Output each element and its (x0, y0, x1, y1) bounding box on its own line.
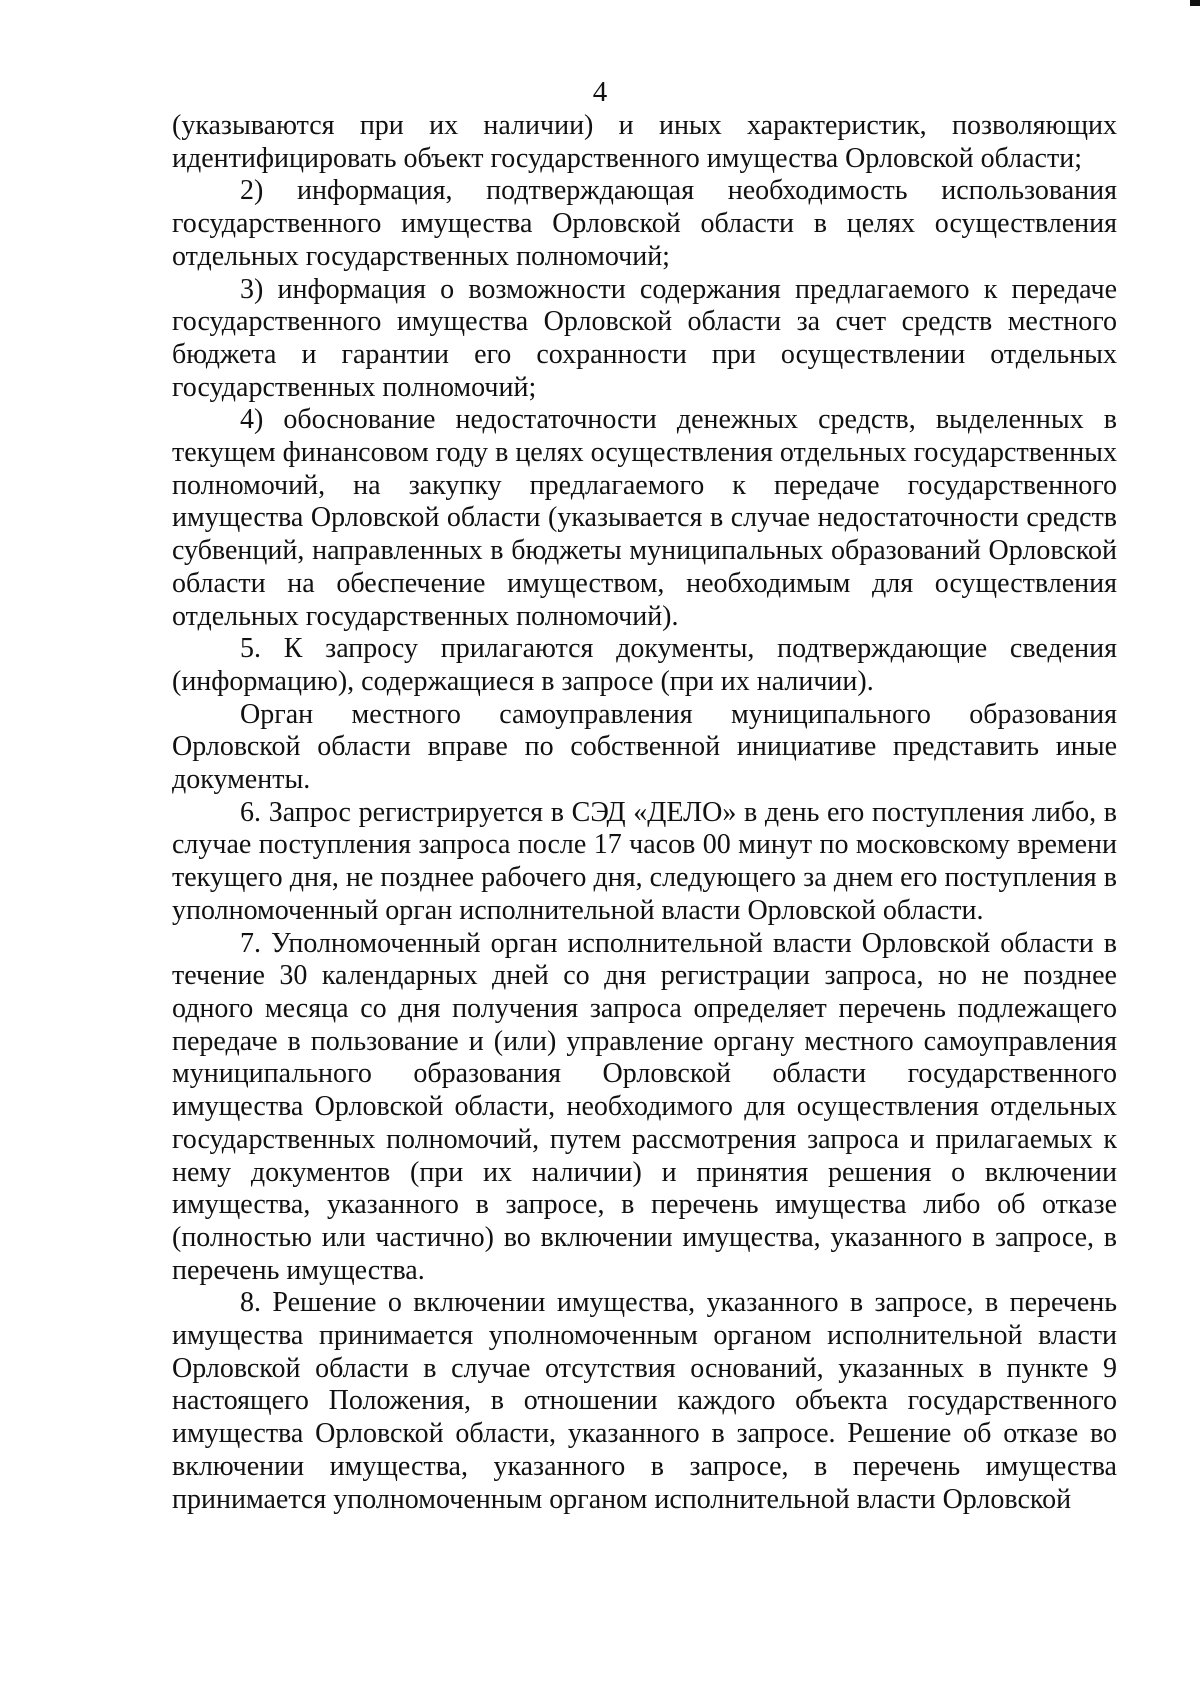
paragraph-item-3: 3) информация о возможности содержания предлагаемого к передаче государственного имущества Орловской области за счет средств местного бюджета и гарантии его сохранности при осуществлении отдельных государственных полномочий; (172, 273, 1117, 403)
paragraph-clause-5-note: Орган местного самоуправления муниципального образования Орловской области вправе по собственной инициативе представить иные документы. (172, 698, 1117, 796)
paragraph-clause-5: 5. К запросу прилагаются документы, подтверждающие сведения (информацию), содержащиеся в запросе (при их наличии). (172, 633, 1117, 697)
page-number: 4 (592, 76, 608, 108)
paragraph-clause-8: 8. Решение о включении имущества, указанного в запросе, в перечень имущества принимается уполномоченным органом исполнительной власти Орловской области в случае отсутствия оснований, указанных в пункте 9 настоящего Положения, в отношении каждого объекта государственного имущества Орловской области, указанного в запросе. Решение об отказе во включении имущества, указанного в запросе, в перечень имущества принимается уполномоченным органом исполнительной власти Орловской (172, 1287, 1117, 1515)
paragraph-item-2: 2) информация, подтверждающая необходимость использования государственного имущества Орловской области в целях осуществления отдельных государственных полномочий; (172, 175, 1117, 272)
paragraph-item-4: 4) обоснование недостаточности денежных средств, выделенных в текущем финансовом году в целях осуществления отдельных государственных полномочий, на закупку предлагаемого к передаче государственного имущества Орловской области (указывается в случае недостаточности средств субвенций, направленных в бюджеты муниципальных образований Орловской области на обеспечение имуществом, необходимым для осуществления отдельных государственных полномочий). (172, 404, 1117, 632)
document-body (172, 110, 1117, 1516)
paragraph-continuation: (указываются при их наличии) и иных характеристик, позволяющих идентифицировать объект государственного имущества Орловской области; (172, 110, 1117, 174)
paragraph-clause-7: 7. Уполномоченный орган исполнительной власти Орловской области в течение 30 календарных дней со дня регистрации запроса, но не позднее одного месяца со дня получения запроса определяет перечень подлежащего передаче в пользование и (или) управление органу местного самоуправления муниципального образования Орловской области государственного имущества Орловской области, необходимого для осуществления отдельных государственных полномочий, путем рассмотрения запроса и прилагаемых к нему документов (при их наличии) и принятия решения о включении имущества, указанного в запросе, в перечень имущества либо об отказе (полностью или частично) во включении имущества, указанного в запросе, в перечень имущества. (172, 927, 1117, 1286)
scan-corner-mark (1190, 0, 1200, 6)
paragraph-clause-6: 6. Запрос регистрируется в СЭД «ДЕЛО» в день его поступления либо, в случае поступления запроса после 17 часов 00 минут по московскому времени текущего дня, не позднее рабочего дня, следующего за днем его поступления в уполномоченный орган исполнительной власти Орловской области. (172, 796, 1117, 926)
